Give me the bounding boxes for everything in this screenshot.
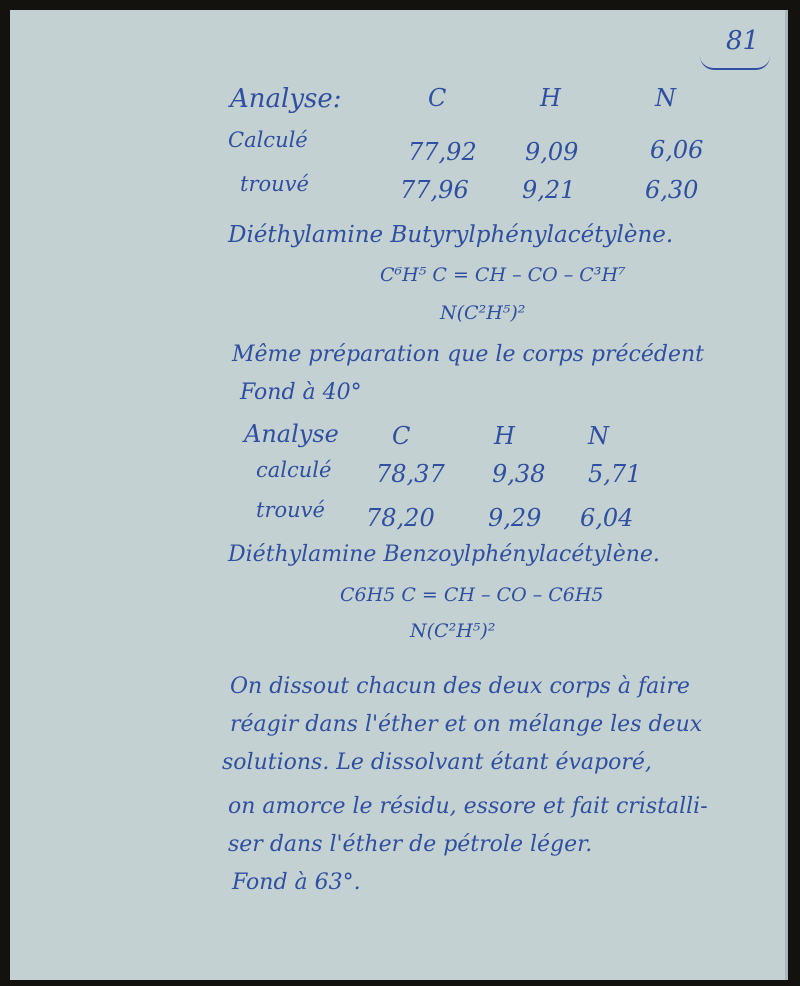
procedure-line-1: On dissout chacun des deux corps à faire [230, 674, 690, 699]
analysis2-row2-n: 6,04 [580, 504, 634, 532]
analysis1-row1-h: 9,09 [525, 138, 579, 166]
analysis2-row1-label: calculé [256, 458, 332, 482]
page-number-underline [700, 56, 770, 70]
analysis1-row2-c: 77,96 [400, 176, 469, 204]
analysis1-row2-n: 6,30 [645, 176, 699, 204]
analysis2-row2-c: 78,20 [366, 504, 435, 532]
compound2-formula-line2: N(C²H⁵)² [410, 620, 496, 642]
compound1-formula-line1: C⁶H⁵ C = CH – CO – C³H⁷ [380, 264, 626, 286]
procedure-line-5: ser dans l'éther de pétrole léger. [228, 832, 593, 857]
compound2-name: Diéthylamine Benzoylphénylacétylène. [228, 542, 660, 567]
analysis1-row1-c: 77,92 [408, 138, 477, 166]
analysis2-row2-label: trouvé [256, 498, 325, 522]
analysis1-row1-label: Calculé [228, 128, 308, 152]
analysis2-col-n: N [588, 422, 609, 450]
procedure-line-3: solutions. Le dissolvant étant évaporé, [222, 750, 652, 775]
analysis1-col-c: C [428, 84, 447, 112]
compound1-formula-line2: N(C²H⁵)² [440, 302, 526, 324]
analysis2-heading: Analyse [244, 420, 339, 448]
analysis1-col-h: H [540, 84, 561, 112]
analysis1-row2-h: 9,21 [522, 176, 576, 204]
compound1-name: Diéthylamine Butyrylphénylacétylène. [228, 222, 674, 248]
compound1-melting-point: Fond à 40° [240, 380, 362, 405]
procedure-melting-point: Fond à 63°. [232, 870, 361, 895]
procedure-line-2: réagir dans l'éther et on mélange les deux [230, 712, 703, 737]
analysis2-row1-c: 78,37 [376, 460, 445, 488]
compound2-formula-line1: C6H5 C = CH – CO – C6H5 [340, 584, 604, 606]
analysis1-row2-label: trouvé [240, 172, 309, 196]
analysis1-heading: Analyse: [230, 84, 342, 114]
procedure-line-4: on amorce le résidu, essore et fait cristalli- [228, 794, 708, 819]
page-number: 81 [726, 26, 760, 56]
analysis2-row1-h: 9,38 [492, 460, 546, 488]
compound1-preparation: Même préparation que le corps précédent [232, 342, 704, 367]
analysis1-row1-n: 6,06 [650, 136, 704, 164]
analysis2-col-h: H [494, 422, 515, 450]
analysis2-row2-h: 9,29 [488, 504, 542, 532]
analysis1-col-n: N [655, 84, 676, 112]
analysis2-col-c: C [392, 422, 411, 450]
page-number-block [700, 26, 770, 66]
analysis2-row1-n: 5,71 [588, 460, 642, 488]
